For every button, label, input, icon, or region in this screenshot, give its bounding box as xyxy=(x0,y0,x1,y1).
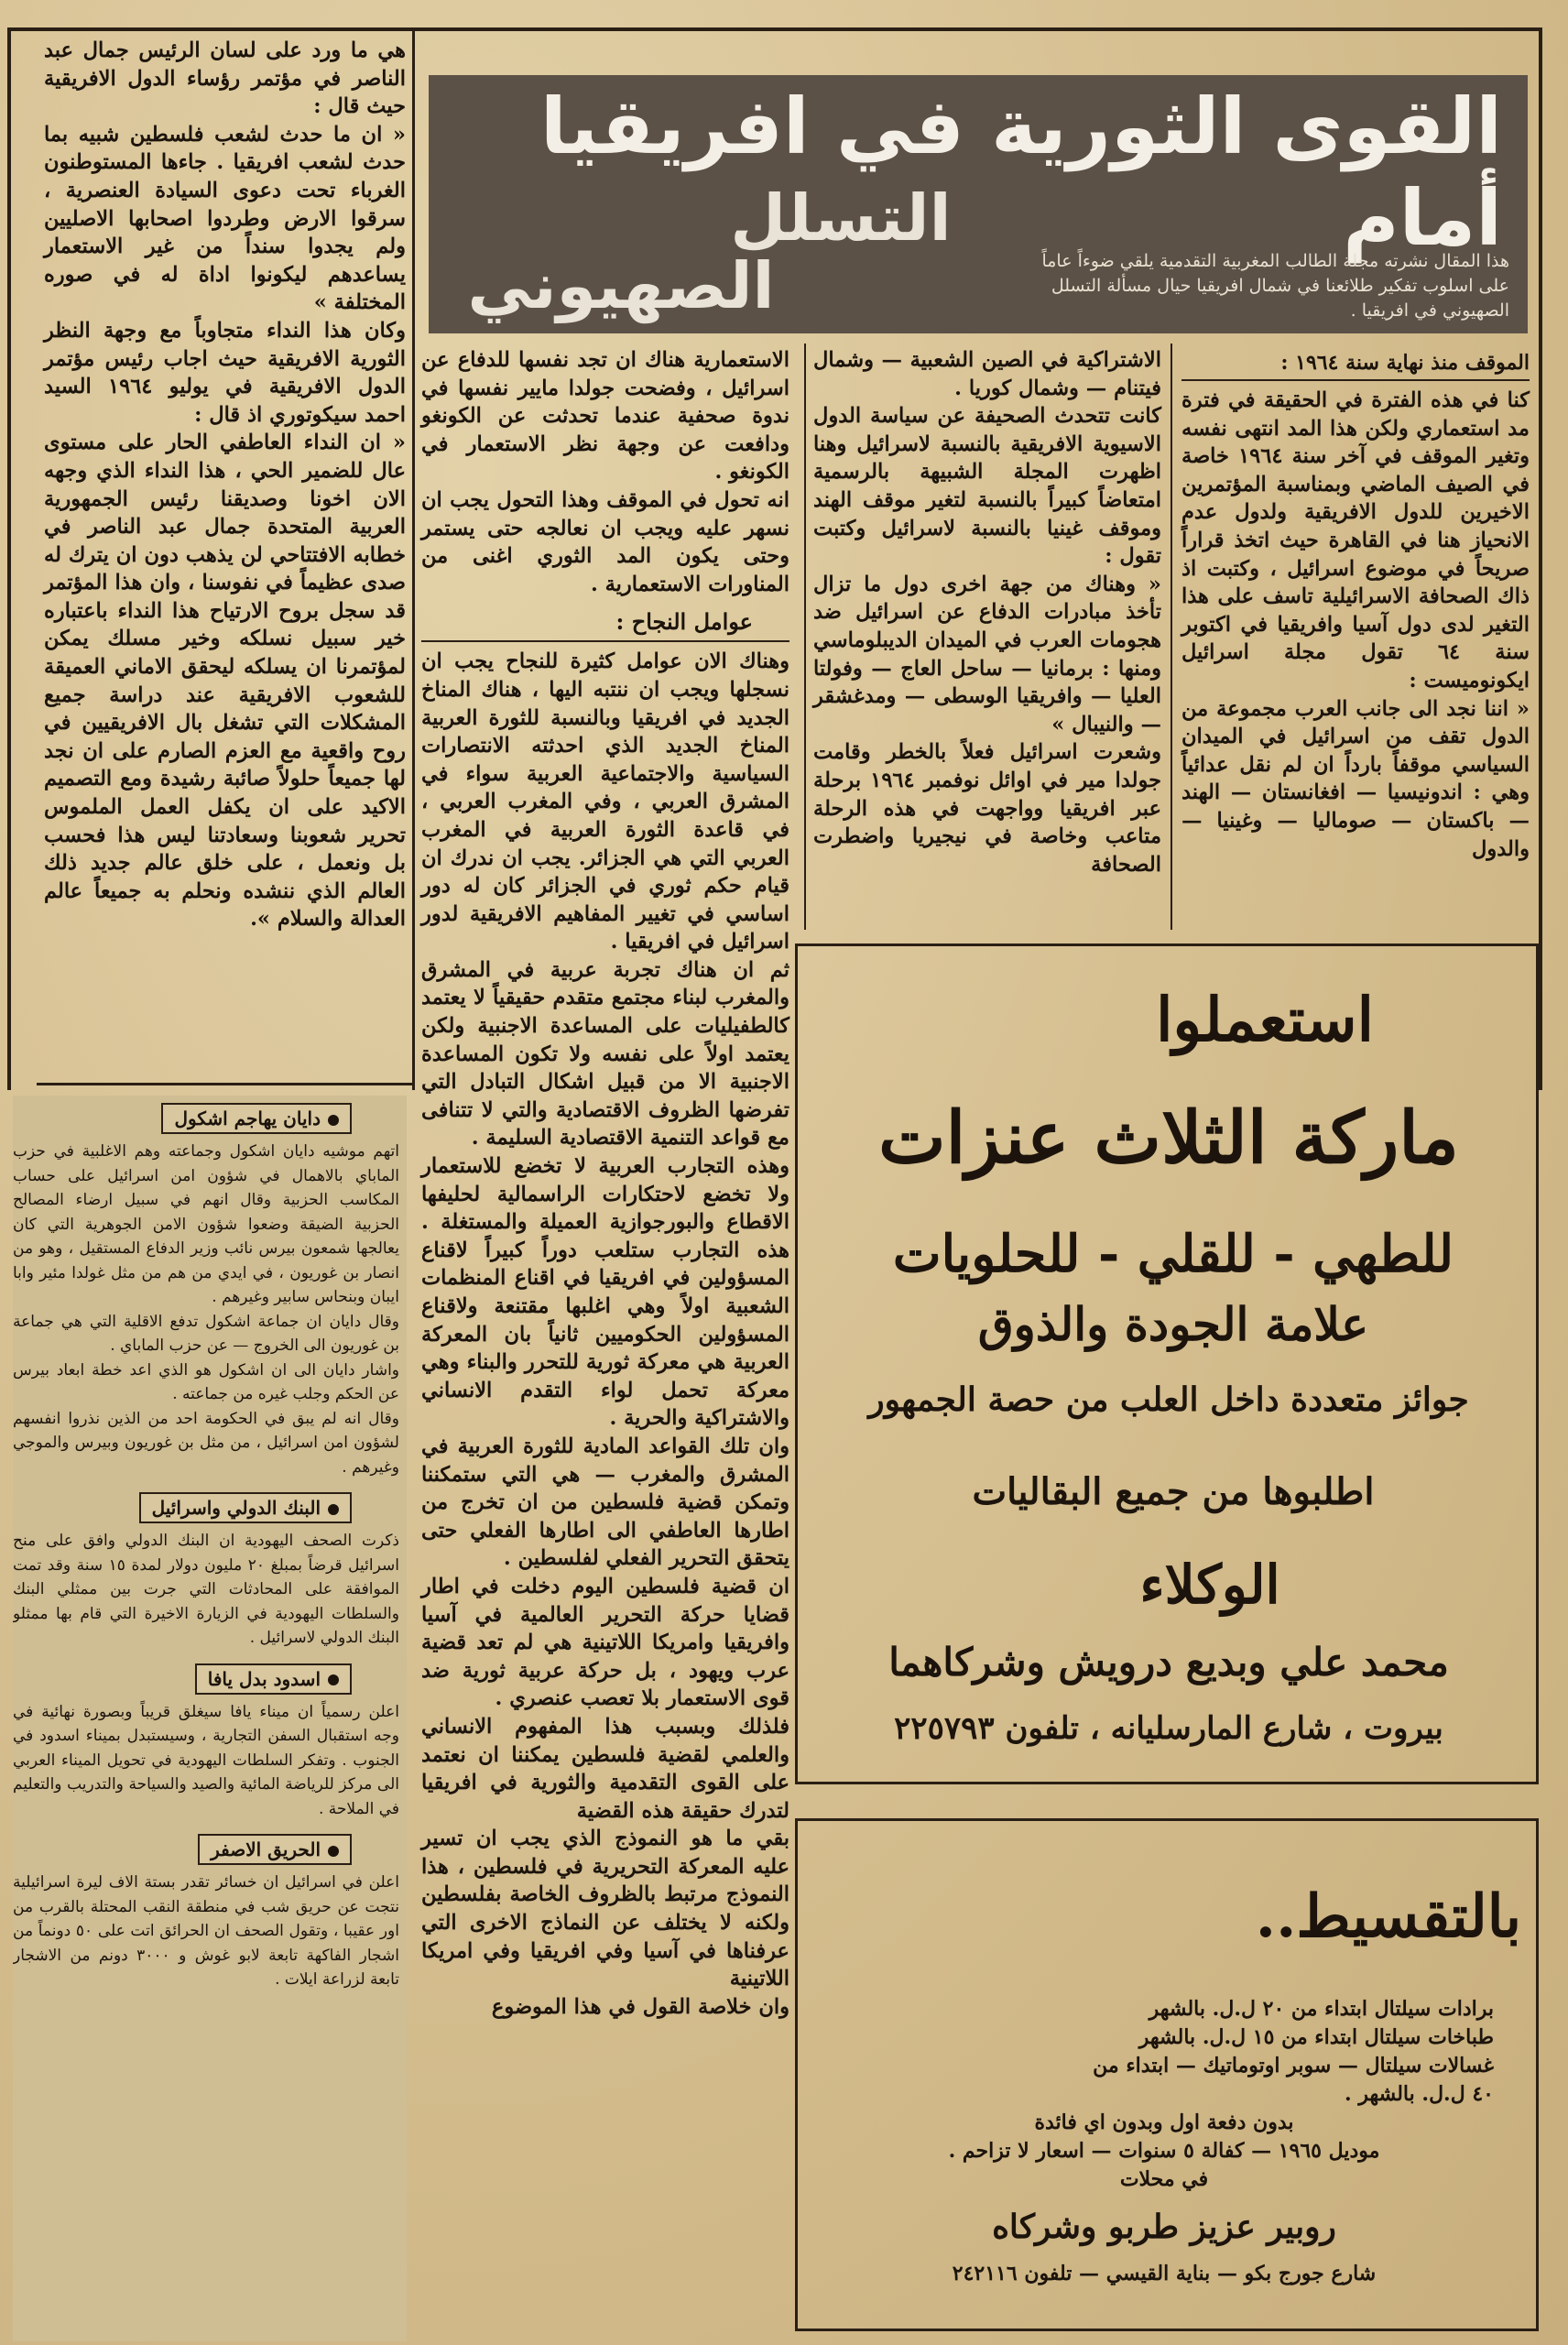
ad-line-quality: علامة الجودة والذوق xyxy=(977,1297,1369,1351)
ad2-line: موديل ١٩٦٥ — كفالة ٥ سنوات — اسعار لا تزاحم . xyxy=(948,2139,1380,2163)
headline-banner xyxy=(429,75,1528,333)
ad2-line: في محلات xyxy=(1119,2167,1209,2191)
col3-top-text: الاستعمارية هناك ان تجد نفسها للدفاع عن اسرائيل ، وفضحت جولدا مايير نفسها في ندوة صحفية عندما تحدثت عن الكونغو ودافعت عن وجهة نظر الاستعمار في الكونغو . انه تحول في الموقف وهذا التحول يجب ان نسهر عليه ويجب ان نعالجه حتى يستمر وحتى يكون المد الثوري اغنى من المناورات الاستعمارية . xyxy=(421,348,789,596)
ad-line-order: اطلبوها من جميع البقاليات xyxy=(972,1470,1375,1513)
ad2-dealer: روبير عزيز طربو وشركاه xyxy=(992,2208,1336,2246)
brief-title xyxy=(161,1103,352,1134)
ad-brand: ماركة الثلاث عنزات xyxy=(878,1096,1459,1180)
col1-heading: الموقف منذ نهاية سنة ١٩٦٤ : xyxy=(1181,346,1530,381)
ad-agents-label: الوكلاء xyxy=(1139,1554,1280,1616)
ad-line-prizes: جوائز متعددة داخل العلب من حصة الجمهور xyxy=(868,1380,1469,1419)
brief-title-text: اسدود بدل يافا xyxy=(207,1667,321,1690)
col1-text: كنا في هذه الفترة في الحقيقة في فترة مد استعماري ولكن هذا المد انتهى نفسه وتغير الموقف في آخر سنة ١٩٦٤ خاصة في الصيف الماضي وبمناسبة المؤتمرين الاخيرين للدول الافريقية ولدول عدم الانحياز هنا في القاهرة حيث اتخذ قراراً صريحاً في موضوع اسرائيل ، وكتبت اذ ذاك الصحافة الاسرائيلية تاسف على هذا التغير لدى دول آسيا وافريقيا في اكتوبر سنة ٦٤ تقول مجلة اسرائيل ايكونوميست : « اننا نجد الى جانب العرب مجموعة من الدول تقف من اسرائيل في الميدان السياسي موقفاً بارداً ان لم نقل عدائياً وهي : اندونيسيا — افغانستان — الهند — باكستان — صوماليا — وغينيا — والدول xyxy=(1181,388,1530,861)
brief-ashdod xyxy=(13,1660,407,1822)
bullet-icon xyxy=(328,1674,339,1685)
left-column-divider xyxy=(412,27,415,1090)
col3-bottom-text: وهناك الان عوامل كثيرة للنجاح يجب ان نسجلها ويجب ان ننتبه اليها ، هناك المناخ الجديد في افريقيا وبالنسبة للثورة العربية المناخ الجديد الذي احدثته الانتصارات السياسية والاجتماعية العربية سواء في المشرق العربي ، وفي المغرب العربي ، في قاعدة الثورة العربية في المغرب العربي التي هي الجزائر. يجب ان ندرك ان قيام حكم ثوري في الجزائر كان له دور اساسي في تغيير المفاهيم الافريقية لدور اسرائيل في افريقيا . ثم ان هناك تجربة عربية في المشرق والمغرب لبناء مجتمع متقدم حقيقياً لا يعتمد كالطفيليات على المساعدة الاجنبية ولكن يعتمد اولاً على نفسه ولا تكون المساعدة الاجنبية الا من قبيل اشكال التبادل التي تفرضها الظروف الاقتصادية والتي لا تتنافى مع قواعد التنمية الاقتصادية السليمة . وهذه التجارب العربية لا تخضع للاستعمار ولا تخضع لاحتكارات الراسمالية لحليفها الاقطاع والبورجوازية العميلة والمستغلة . هذه التجارب ستلعب دوراً كبيراً لاقناع المسؤولين في افريقيا في اقناع المنظمات الشعبية اولاً وهي اغلبها مقتنعة ولاقناع المسؤولين الحكوميين ثانياً بان المعركة العربية هي معركة ثورية للتحرر والبناء وهي معركة تحمل لواء التقدم الانساني والاشتراكية والحرية . وان تلك القواعد المادية للثورة العربية في المشرق والمغرب — هي التي ستمكننا وتمكن قضية فلسطين من ان تخرج من اطارها العاطفي الى اطارها الفعلي حتى يتحقق التحرير الفعلي لفلسطين . ان قضية فلسطين اليوم دخلت في اطار قضايا حركة التحرير العالمية في آسيا وافريقيا وامريكا اللاتينية هي لم تعد قضية عرب ويهود ، بل حركة عربية ثورية ضد قوى الاستعمار بلا تعصب عنصري . فلذلك وبسبب هذا المفهوم الانساني والعلمي لقضية فلسطين يمكننا ان نعتمد على القوى التقدمية والثورية في افريقيا لتدرك حقيقة هذه القضية بقي ما هو النموذج الذي يجب ان تسير عليه المعركة التحريرية في فلسطين ، هذا النموذج مرتبط بالظروف الخاصة بفلسطين ولكنه لا يختلف عن النماذج الاخرى التي عرفناها في آسيا وفي افريقيا وفي امريكا اللاتينية وان خلاصة القول في هذا الموضوع xyxy=(421,649,789,2019)
brief-text: اعلن في اسرائيل ان خسائر تقدر بستة الاف ليرة اسرائيلية نتجت عن حريق شب في منطقة النقب المحتلة بالقرب من اور عقيبا ، وتقول الصحف ان الحرائق اتت على ٥٠ دونماً من اشجار الفاكهة تابعة لابو غوش و ٣٠٠٠ دونم من الاشجار تابعة لزراعة ايلات . xyxy=(13,1873,400,1989)
ad2-dealer-address: شارع جورج بكو — بناية القيسي — تلفون ٢٤٢١١٦ xyxy=(952,2262,1377,2285)
ad2-line: بدون دفعة اول وبدون اي فائدة xyxy=(1034,2110,1294,2134)
brief-title xyxy=(195,1663,352,1695)
article-column-2 xyxy=(813,346,1161,923)
brief-fire xyxy=(13,1830,407,1992)
ad-line-uses: للطهي - للقلي - للحلويات xyxy=(892,1224,1454,1284)
ad-line-use: استعملوا xyxy=(1156,984,1374,1055)
advert-installments xyxy=(795,1818,1539,2331)
headline-title-line2: التسلل xyxy=(730,180,952,256)
left-rule xyxy=(7,27,11,1090)
ad2-line: غسالات سيلتال — سوبر اوتوماتيك — ابتداء من xyxy=(1093,2054,1494,2078)
bullet-icon xyxy=(328,1846,339,1857)
brief-title-text: الحريق الاصفر xyxy=(211,1838,321,1860)
article-column-4 xyxy=(44,37,406,1081)
headline-title-line3: الصهيوني xyxy=(467,248,775,323)
top-rule xyxy=(7,27,1541,31)
brief-title xyxy=(139,1492,352,1523)
col4-text: هي ما ورد على لسان الرئيس جمال عبد الناصر في مؤتمر رؤساء الدول الافريقية حيث قال : « ان ما حدث لشعب فلسطين شبيه بما حدث لشعب افريقيا . جاءها المستوطنون الغرباء تحت دعوى السيادة العنصرية ، سرقوا الارض وطردوا اصحابها الاصليين ولم يجدوا سنداً من غير الاستعمار يساعدهم ليكونوا اداة له في صوره المختلفة » وكان هذا النداء متجاوباً مع وجهة النظر الثورية الافريقية حيث اجاب رئيس مؤتمر الدول الافريقية في يوليو ١٩٦٤ السيد احمد سيكوتوري اذ قال : « ان النداء العاطفي الحار على مستوى عال للضمير الحي ، هذا النداء الذي وجهه الان اخونا وصديقنا رئيس الجمهورية العربية المتحدة جمال عبد الناصر في خطابه الافتتاحي لن يذهب دون ان يترك له صدى عظيماً في نفوسنا ، وان هذا المؤتمر قد سجل بروح الارتياح هذا النداء باعتباره خير سبيل نسلكه وخير مسلك يمكن لمؤتمرنا ان يسلكه ليحقق الاماني العميقة للشعوب الافريقية عند دراسة جميع المشكلات التي تشغل بال الافريقيين في روح واقعية مع العزم الصارم على ان نجد لها جميعاً حلولاً صائبة رشيدة ومع التصميم الاكيد على ان يكفل العمل الملموس تحرير شعوبنا وسعادتنا ليس هذا فحسب بل ونعمل ، على خلق عالم جديد ذلك العالم الذي ننشده ونحلم به جميعاً عالم العدالة والسلام ». xyxy=(44,38,406,932)
headline-intro: هذا المقال نشرته مجلة الطالب المغربية التقدمية يلقي ضوءاً عاماً على اسلوب تفكير طلائعنا في شمال افريقيا حيال مسألة التسلل الصهيوني في افريقيا . xyxy=(1041,251,1509,321)
news-sidebar xyxy=(13,1096,407,2341)
brief-world-bank xyxy=(13,1489,407,1651)
ad2-line: طباخات سيلتال ابتداء من ١٥ ل.ل. بالشهر xyxy=(1138,2025,1494,2049)
brief-text: ذكرت الصحف اليهودية ان البنك الدولي وافق على منح اسرائيل قرضاً بمبلغ ٢٠ مليون دولار لمدة ١٥ سنة وقد تمت الموافقة على المحادثات التي جرت بين ممثلي البنك والسلطات اليهودية في الزيارة الاخيرة التي قام بها ممثلو البنك الدولي لاسرائيل . xyxy=(13,1532,399,1647)
bullet-icon xyxy=(328,1504,339,1515)
ad2-lines xyxy=(834,1995,1494,2194)
brief-dayan xyxy=(13,1096,407,1479)
brief-title xyxy=(198,1834,352,1865)
column-divider-1 xyxy=(1171,344,1172,930)
article-column-1 xyxy=(1181,346,1530,923)
headline-title-line1: القوى الثورية في افريقيا أمام xyxy=(539,82,1502,263)
advert-three-goats xyxy=(795,943,1539,1784)
col2-text: الاشتراكية في الصين الشعبية — وشمال فيتنام — وشمال كوريا . كانت تتحدث الصحيفة عن سياسة الدول الاسيوية الافريقية بالنسبة لاسرائيل وهنا اظهرت المجلة الشبيهة بالرسمية امتعاضاً كبيراً بالنسبة لتغير موقف الهند وموقف غينيا بالنسبة لاسرائيل وكتبت تقول : « وهناك من جهة اخرى دول ما تزال تأخذ مبادرات الدفاع عن اسرائيل ضد هجومات العرب في الميدان الديبلوماسي ومنها : برمانيا — ساحل العاج — وفولتا العليا — وافريقيا الوسطى — ومدغشقر — والنيبال » وشعرت اسرائيل فعلاً بالخطر وقامت جولدا مير في اوائل نوفمبر ١٩٦٤ برحلة عبر افريقيا وواجهت في هذه الرحلة متاعب وخاصة في نيجيريا واضطرت الصحافة xyxy=(813,348,1161,877)
brief-title-text: البنك الدولي واسرائيل xyxy=(151,1497,321,1519)
ad2-line: ٤٠ ل.ل. بالشهر . xyxy=(1345,2082,1494,2106)
brief-text: اعلن رسمياً ان ميناء يافا سيغلق قريباً وبصورة نهائية في وجه استقبال السفن التجارية ، وسيستبدل بميناء اسدود في الجنوب . وتفكر السلطات اليهودية في تحويل الميناء العربي الى مركز للرياضة المائية والصيد والسياحة والتدريب والتعليم في الملاحة . xyxy=(13,1702,399,1818)
right-rule xyxy=(1539,27,1542,1090)
bullet-icon xyxy=(328,1115,339,1126)
ad2-line: برادات سيلتال ابتداء من ٢٠ ل.ل. بالشهر xyxy=(1149,1997,1494,2021)
article-column-3 xyxy=(421,346,789,2339)
column-divider-2 xyxy=(804,344,806,930)
brief-text: اتهم موشيه دايان اشكول وجماعته وهم الاغلبية في حزب الماباي بالاهمال في شؤون امن اسرائيل على حساب المكاسب الحزبية وقال انهم في سبيل ارضاء المصالح الحزبية الضيقة وضعوا شؤون الامن الجوهرية التي كان يعالجها شمعون بيرس نائب وزير الدفاع المستقيل ، وهو من انصار بن غوريون ، في ايدي من هم من مثل غولدا مئير وابا ايبان وبنحاس سابير وغيرهم . وقال دايان ان جماعة اشكول تدفع الاقلية التي هي جماعة بن غوريون الى الخروج — عن حزب الماباي . واشار دايان الى ان اشكول هو الذي اعد خطة ابعاد بيرس عن الحكم وجلب غيره من جماعته . وقال انه لم يبق في الحكومة احد من الذين نذروا انفسهم لشؤون امن اسرائيل ، من مثل بن غوريون وبيرس والموجي وغيرهم . xyxy=(13,1142,399,1477)
brief-title-text: دايان يهاجم اشكول xyxy=(174,1107,321,1129)
ad-agents-name: محمد علي وبديع درويش وشركاهما xyxy=(888,1640,1449,1685)
ad2-title: بالتقسيط.. xyxy=(1255,1882,1521,1951)
left-column-bottom-rule xyxy=(37,1083,412,1085)
ad-agents-address: بيروت ، شارع المارسليانه ، تلفون ٢٢٥٧٩٣ xyxy=(894,1710,1443,1747)
col3-heading: عوامل النجاح : xyxy=(421,604,789,642)
